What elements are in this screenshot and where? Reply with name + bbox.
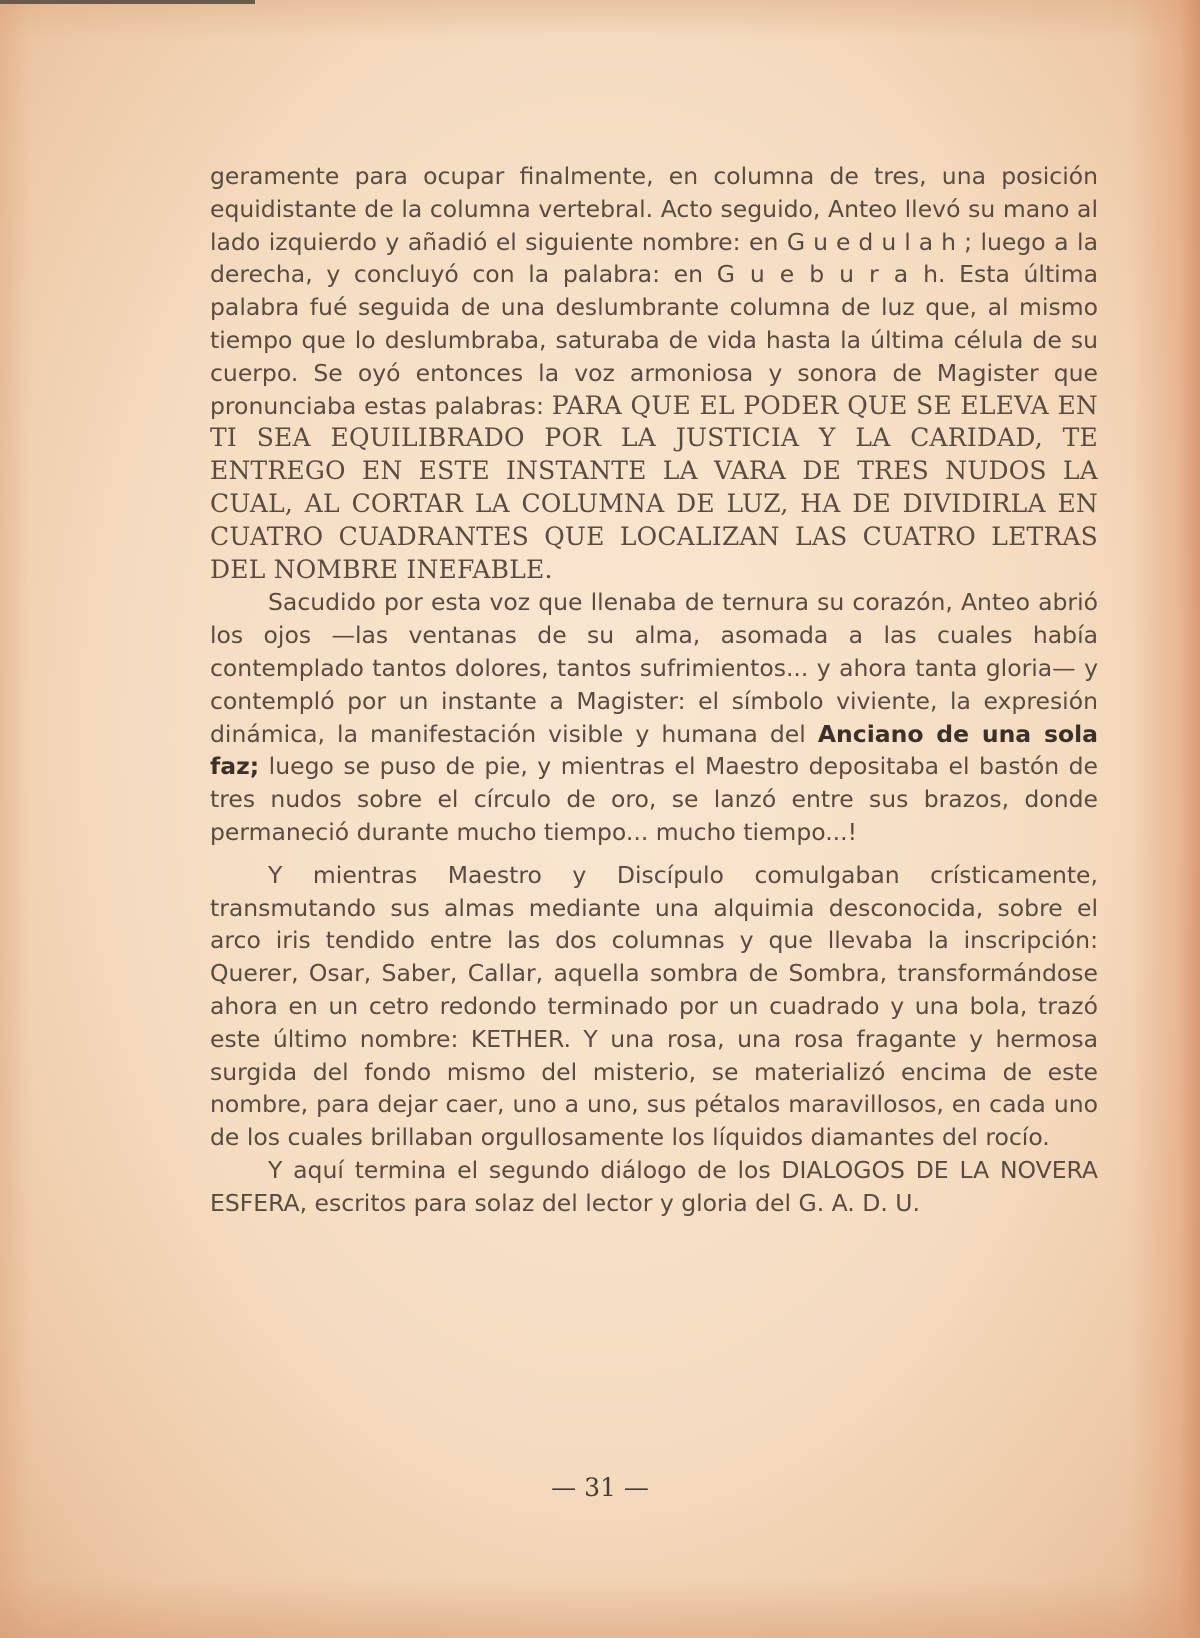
paragraph-3: Y mientras Maestro y Discípulo comulgaban crísticamente, transmutando sus almas mediante una alquimia desconocida, sobre el arco iris tendido entre las dos columnas y que llevaba la inscripción: Querer, Osar, Saber, Callar, aquella sombra de Sombra, transformándose ahora en un cetro redondo terminado por un cuadrado y una bola, trazó este último nombre: KETHER. Y una rosa, una rosa fragante y hermosa surgida del fondo mismo del misterio, se materializó encima de este nombre, para dejar caer, uno a uno, sus pétalos maravillosos, en cada uno de los cuales brillaban orgullosamente los líquidos diamantes del rocío. [210, 860, 1098, 1152]
paragraph-4: Y aquí termina el segundo diálogo de los DIALOGOS DE LA NOVERA ESFERA, escritos para solaz del lector y gloria del G. A. D. U. [210, 1155, 1098, 1217]
paper-shadow-bottom [0, 1578, 1200, 1638]
paper-shadow-left [0, 0, 30, 1638]
paragraph-2 [210, 586, 1098, 848]
word-guedulah: Guedulah [786, 227, 965, 256]
paragraph-1 [210, 160, 1098, 586]
paragraph-1-text-b: ; luego a la derecha, y concluyó con la palabra: en [210, 227, 1098, 289]
paper-shadow-top [0, 0, 1200, 40]
paragraph-1-text-a: geramente para ocupar finalmente, en columna de tres, una posición equidistante de la columna vertebral. Acto seguido, Anteo llevó su mano al lado izquierdo y añadió el siguiente nombre: en [210, 162, 1098, 256]
page-number: — 31 — [551, 1473, 649, 1502]
top-edge-mark [0, 0, 255, 4]
paragraph-2-text-a: Sacudido por esta voz que llenaba de ternura su corazón, Anteo abrió los ojos —las ventanas de su alma, asomada a las cuales había contemplado tantos dolores, tantos sufrimientos... y ahora tanta gloria— y contempló por un instante a Magister: el símbolo viviente, la expresión dinámica, la manifestación visible y humana del [210, 588, 1098, 748]
anciano-phrase: Anciano de una sola faz; [210, 719, 1099, 781]
magister-words: PARA QUE EL PODER QUE SE ELEVA EN TI SEA EQUILIBRADO POR LA JUSTICIA Y LA CARIDAD, TE ENTREGO EN ESTE INSTANTE LA VARA DE TRES NUDOS LA CUAL, AL CORTAR LA COLUMNA DE LUZ, HA DE DIVIDIRLA EN CUATRO CUADRANTES QUE LOCALIZAN LAS CUATRO LETRAS DEL NOMBRE INEFABLE. [210, 390, 1098, 584]
paragraph-2-text-b: luego se puso de pie, y mientras el Maestro depositaba el bastón de tres nudos sobre el círculo de oro, se lanzó entre sus brazos, donde permaneció durante mucho tiempo... mucho tiempo...! [210, 752, 1098, 846]
word-guebura: Guebura [716, 260, 924, 289]
paragraph-1-text-c: . Esta última palabra fué seguida de una deslumbrante columna de luz que, al mismo tiempo que lo deslumbraba, saturaba de vida hasta la última célula de su cuerpo. Se oyó entonces la voz armoniosa y sonora de Magister que pronunciaba estas palabras: [210, 260, 1098, 420]
word-guebura-end: h [923, 260, 939, 289]
paper-shadow-right [1130, 0, 1200, 1638]
body-text [210, 160, 1098, 1220]
